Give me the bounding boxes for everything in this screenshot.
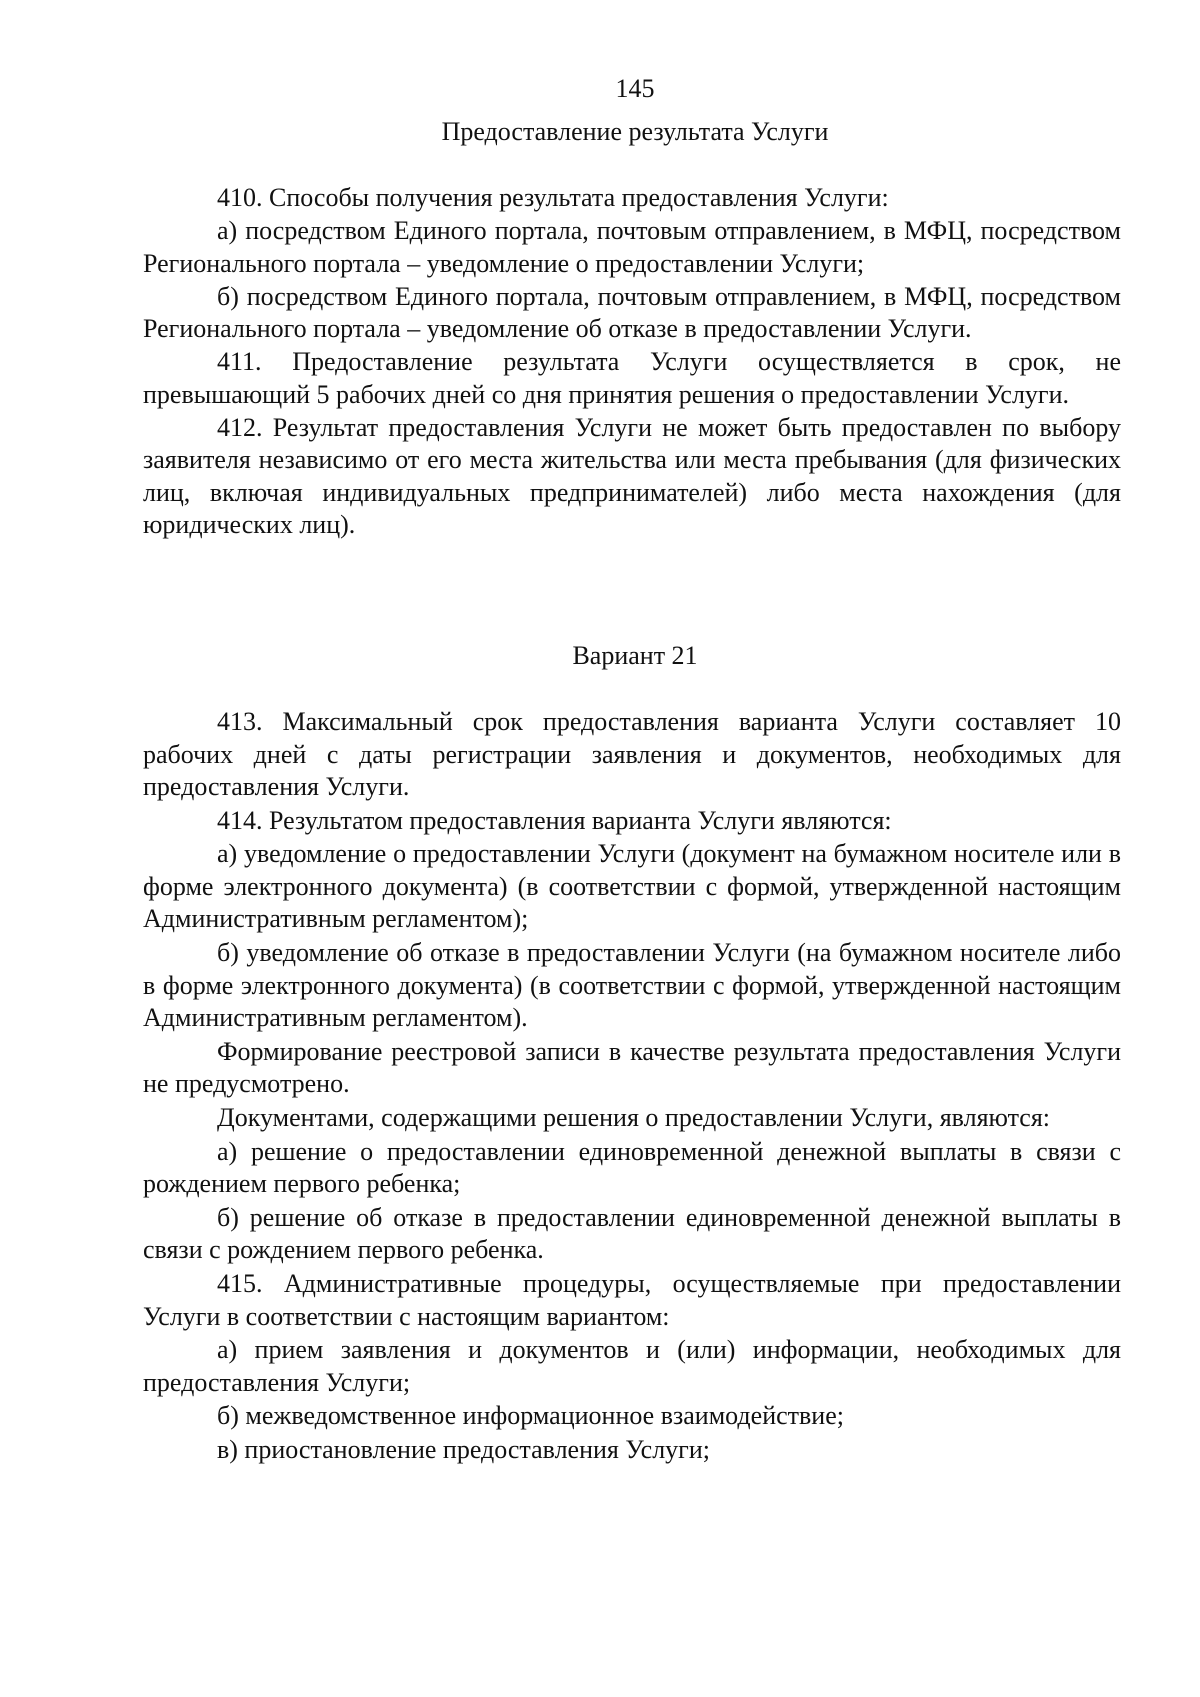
paragraph-415-a: а) прием заявления и документов и (или) информации, необходимых для предоставления Услуги;	[143, 1335, 1121, 1397]
paragraph-registry-note: Формирование реестровой записи в качестве результата предоставления Услуги не предусмотрено.	[143, 1036, 1121, 1099]
paragraph-410-b: б) посредством Единого портала, почтовым отправлением, в МФЦ, посредством Регионального портала – уведомление об отказе в предоставлении Услуги.	[143, 281, 1121, 343]
paragraph-decision-docs: Документами, содержащими решения о предоставлении Услуги, являются:	[217, 1102, 1051, 1132]
paragraph-415: 415. Административные процедуры, осуществляемые при предоставлении Услуги в соответствии с настоящим вариантом:	[143, 1269, 1121, 1331]
paragraph-413: 413. Максимальный срок предоставления варианта Услуги составляет 10 рабочих дней с даты регистрации заявления и документов, необходимых для предоставления Услуги.	[143, 707, 1121, 801]
paragraph-414: 414. Результатом предоставления варианта Услуги являются:	[217, 805, 892, 835]
paragraph-414-a: а) уведомление о предоставлении Услуги (документ на бумажном носителе или в форме электронного документа) (в соответствии с формой, утвержденной настоящим Административным регламентом);	[143, 839, 1121, 934]
variant-body	[143, 706, 1121, 1468]
paragraph-411: 411. Предоставление результата Услуги осуществляется в срок, не превышающий 5 рабочих дней со дня принятия решения о предоставлении Услуги.	[143, 347, 1121, 409]
page-number: 145	[615, 74, 655, 103]
paragraph-415-b: б) межведомственное информационное взаимодействие;	[217, 1401, 844, 1431]
paragraph-412: 412. Результат предоставления Услуги не может быть предоставлен по выбору заявителя независимо от его места жительства или места пребывания (для физических лиц, включая индивидуальных предпринимателей) либо места нахождения (для юридических лиц).	[143, 412, 1121, 539]
paragraph-decision-a: а) решение о предоставлении единовременной денежной выплаты в связи с рождением первого ребенка;	[143, 1136, 1121, 1199]
variant-heading: Вариант 21	[572, 641, 698, 670]
paragraph-decision-b: б) решение об отказе в предоставлении единовременной денежной выплаты в связи с рождением первого ребенка.	[143, 1202, 1121, 1265]
section-body	[143, 182, 1121, 542]
paragraph-410-a: а) посредством Единого портала, почтовым отправлением, в МФЦ, посредством Регионального портала – уведомление о предоставлении Услуги;	[143, 216, 1121, 278]
paragraph-414-b: б) уведомление об отказе в предоставлении Услуги (на бумажном носителе либо в форме электронного документа) (в соответствии с формой, утвержденной настоящим Административным регламентом).	[143, 938, 1121, 1033]
paragraph-415-c: в) приостановление предоставления Услуги;	[217, 1435, 710, 1465]
paragraph-410: 410. Способы получения результата предоставления Услуги:	[217, 183, 889, 212]
section-heading: Предоставление результата Услуги	[441, 117, 829, 146]
